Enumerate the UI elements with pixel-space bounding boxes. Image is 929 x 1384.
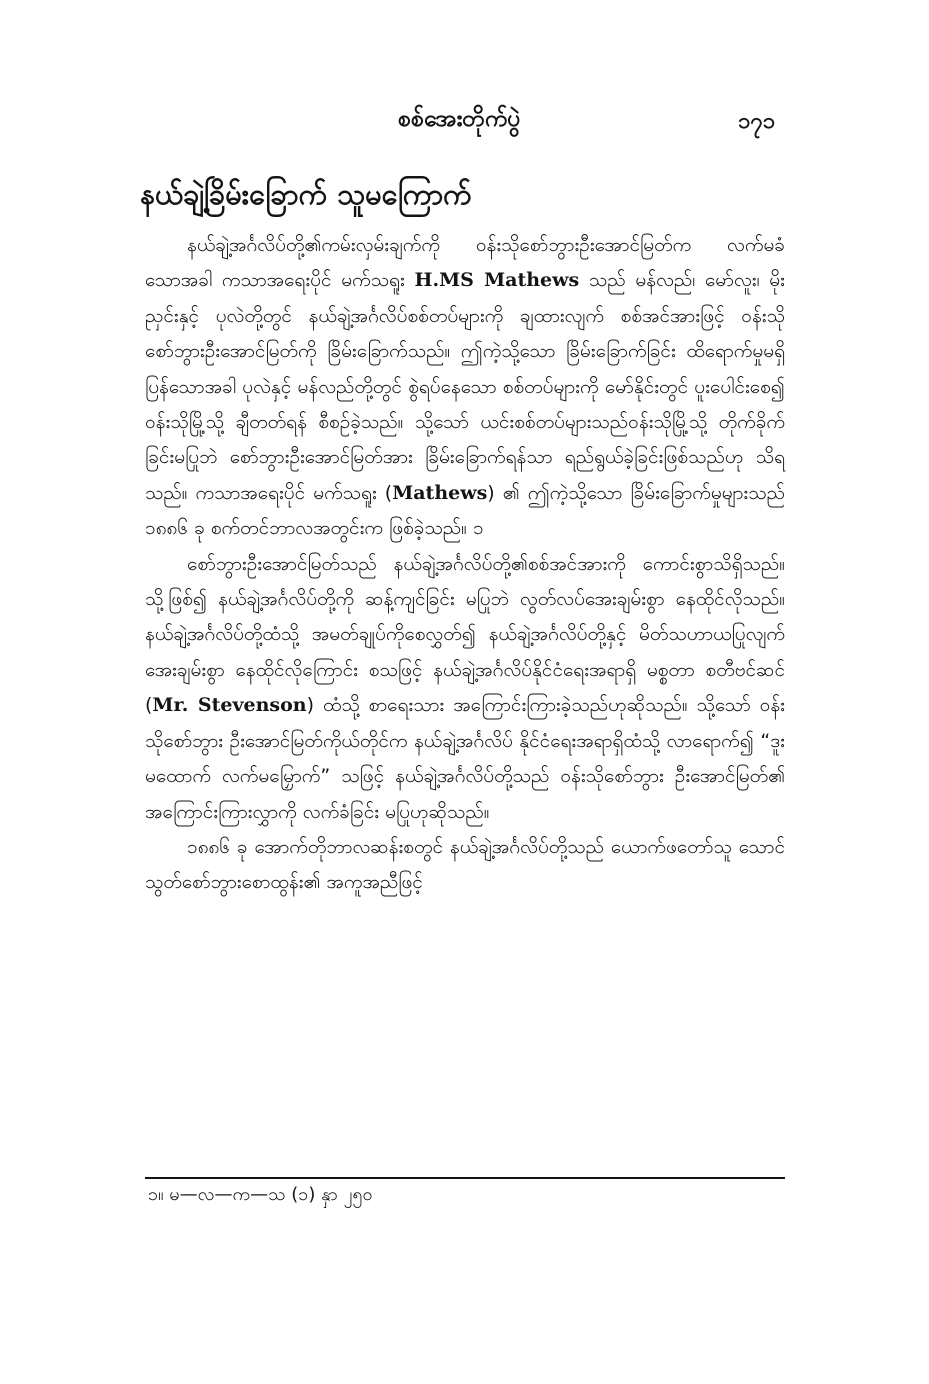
paragraph-1-english-name-2: Mathews bbox=[392, 481, 488, 504]
footnote-divider bbox=[145, 1177, 785, 1179]
paragraph-2-english-name-1: Mr. Stevenson bbox=[152, 694, 307, 717]
body-text bbox=[145, 228, 785, 901]
paragraph-1 bbox=[145, 228, 785, 547]
paragraph-3 bbox=[145, 830, 785, 901]
section-title: နယ်ချဲ့ခြိမ်းခြောက် သူမကြောက် bbox=[140, 177, 472, 211]
footnote: ၁။ မ—လ—က—သ (၁) နှာ ၂၅၀ bbox=[148, 1184, 373, 1205]
paragraph-1-text-c: ) ၏ ဤကဲ့သို့သော ခြိမ်းခြောက်မှုများသည် ၁၈၈၆ ခု စက်တင်ဘာလအတွင်းက ဖြစ်ခဲ့သည်။ ၁ bbox=[145, 481, 785, 540]
paragraph-2 bbox=[145, 547, 785, 830]
paragraph-2-text-a: စော်ဘွားဦးအောင်မြတ်သည် နယ်ချဲ့အင်္ဂလိပ်တို့၏စစ်အင်အားကို ကောင်းစွာသိရှိသည်။ သို့ဖြစ်၍ နယ်ချဲ့အင်္ဂလိပ်တို့ကို ဆန့်ကျင်ခြင်း မပြုဘဲ လွတ်လပ်အေးချမ်းစွာ နေထိုင်လိုသည်။ နယ်ချဲ့အင်္ဂလိပ်တို့ထံသို့ အမတ်ချုပ်ကိုစေလွှတ်၍ နယ်ချဲ့အင်္ဂလိပ်တို့နှင့် မိတ်သဟာယပြုလျက် အေးချမ်းစွာ နေထိုင်လိုကြောင်း စသဖြင့် နယ်ချဲ့အင်္ဂလိပ်နိုင်ငံရေးအရာရှိ မစ္စတာ စတီဗင်ဆင် ( bbox=[145, 552, 785, 717]
running-head: စစ်အေးတိုက်ပွဲ bbox=[398, 106, 521, 132]
paragraph-2-text-b: ) ထံသို့ စာရေးသား အကြောင်းကြားခဲ့သည်ဟုဆိုသည်။ သို့သော် ဝန်းသိုစော်ဘွား ဦးအောင်မြတ်ကိုယ်တိုင်က နယ်ချဲ့အင်္ဂလိပ် နိုင်ငံရေးအရာရှိထံသို့ လာရောက်၍ “ဒူးမထောက် လက်မမြှောက်” သဖြင့် နယ်ချဲ့အင်္ဂလိပ်တို့သည် ဝန်းသိုစော်ဘွား ဦးအောင်မြတ်၏ အကြောင်းကြားလွှာကို လက်ခံခြင်း မပြုဟုဆိုသည်။ bbox=[145, 694, 785, 823]
paragraph-3-text-a: ၁၈၈၆ ခု အောက်တိုဘာလဆန်းစတွင် နယ်ချဲ့အင်္ဂလိပ်တို့သည် ယောက်ဖတော်သူ သောင်သွတ်စော်ဘွားစောထွန်း၏ အကူအညီဖြင့် bbox=[145, 835, 785, 894]
page-number: ၁၇၁ bbox=[738, 109, 776, 134]
paragraph-1-text-a: နယ်ချဲ့အင်္ဂလိပ်တို့၏ကမ်းလှမ်းချက်ကို ဝန်းသိုစော်ဘွားဦးအောင်မြတ်က လက်မခံသောအခါ ကသာအရေးပိုင် မက်သရူး bbox=[145, 234, 785, 292]
paragraph-1-text-b: သည် မန်လည်၊ မော်လူး၊ မိုးညှင်းနှင့် ပုလဲတို့တွင် နယ်ချဲ့အင်္ဂလိပ်စစ်တပ်များကို ချထားလျက် စစ်အင်အားဖြင့် ဝန်းသိုစော်ဘွားဦးအောင်မြတ်ကို ခြိမ်းခြောက်သည်။ ဤကဲ့သို့သော ခြိမ်းခြောက်ခြင်း ထိရောက်မှုမရှိပြန်သောအခါ ပုလဲနှင့် မန်လည်တို့တွင် စွဲရပ်နေသော စစ်တပ်များကို မော်နိုင်းတွင် ပူးပေါင်းစေ၍ ဝန်းသိုမြို့သို့ ချီတတ်ရန် စီစဉ်ခဲ့သည်။ သို့သော် ယင်းစစ်တပ်များသည်ဝန်းသိုမြို့သို့ တိုက်ခိုက်ခြင်းမပြုဘဲ စော်ဘွားဦးအောင်မြတ်အား ခြိမ်းခြောက်ရန်သာ ရည်ရွယ်ခဲ့ခြင်းဖြစ်သည်ဟု သိရသည်။ ကသာအရေးပိုင် မက်သရူး ( bbox=[145, 269, 785, 504]
paragraph-1-english-name-1: H.MS Mathews bbox=[414, 269, 580, 292]
